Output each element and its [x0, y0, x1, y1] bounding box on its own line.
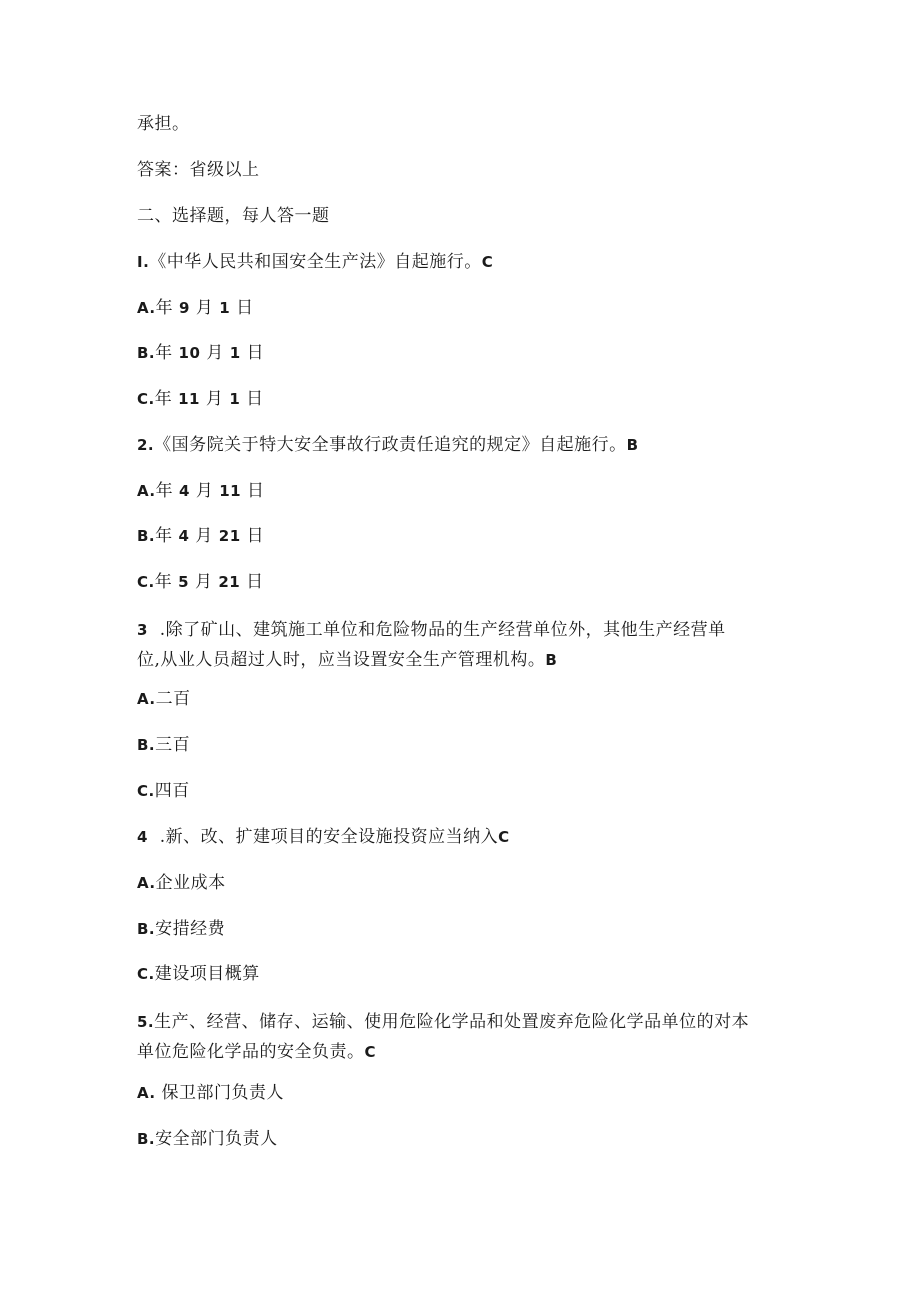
question-number: 3 — [137, 621, 148, 639]
option-text: 建设项目概算 — [154, 964, 260, 984]
question-answer: C — [364, 1043, 377, 1061]
option-text: 三百 — [155, 735, 191, 755]
question-text-line1: 生产、经营、储存、运输、使用危险化学品和处置废弃危险化学品单位的对本 — [154, 1012, 750, 1032]
option-b — [137, 1128, 797, 1150]
option-part: 日 — [246, 526, 265, 546]
question-answer: B — [545, 651, 558, 669]
answer-text: 省级以上 — [189, 160, 260, 180]
question-text: 《中华人民共和国安全生产法》自起施行。 — [149, 252, 482, 272]
option-a — [137, 872, 797, 894]
option-part: 年 — [154, 572, 173, 592]
question-3 — [137, 615, 787, 675]
option-part: 11 — [178, 390, 200, 408]
option-part: 年 — [155, 343, 173, 363]
question-text-line2: 单位危险化学品的安全负责。 — [137, 1042, 365, 1062]
option-letter: B. — [137, 920, 156, 938]
option-letter: C. — [137, 573, 155, 591]
option-a — [137, 480, 797, 502]
question-1 — [137, 251, 797, 273]
option-b — [137, 918, 797, 940]
question-number: 2. — [137, 436, 155, 454]
option-c — [137, 388, 797, 410]
question-answer: C — [481, 253, 494, 271]
option-part: 月 — [195, 526, 213, 546]
option-part: 日 — [236, 298, 254, 318]
option-letter: A. — [137, 1084, 156, 1102]
option-part: 月 — [194, 572, 213, 592]
option-a — [137, 688, 797, 710]
option-part: 年 — [155, 298, 174, 318]
option-b — [137, 342, 797, 364]
option-a — [137, 297, 797, 319]
option-part: 月 — [205, 389, 224, 409]
option-part: 日 — [246, 572, 264, 592]
option-part: 年 — [155, 526, 173, 546]
option-part: 月 — [195, 481, 214, 501]
option-part: 4 — [179, 482, 190, 500]
option-part: 日 — [246, 389, 264, 409]
answer-line — [137, 159, 797, 181]
option-part: 5 — [178, 573, 190, 591]
option-part: 日 — [246, 343, 265, 363]
question-4 — [137, 826, 797, 848]
option-letter: C. — [137, 390, 155, 408]
option-part: 9 — [179, 299, 190, 317]
question-2 — [137, 434, 797, 456]
option-letter: A. — [137, 299, 156, 317]
option-c — [137, 780, 797, 802]
option-a — [137, 1082, 797, 1104]
option-part: 11 — [219, 482, 242, 500]
option-c — [137, 963, 797, 985]
option-part: 1 — [219, 299, 231, 317]
question-number: 5. — [137, 1013, 155, 1031]
option-letter: A. — [137, 482, 156, 500]
option-part: 年 — [154, 389, 173, 409]
option-part: 21 — [218, 527, 241, 545]
option-text: 安措经费 — [155, 919, 226, 939]
question-text: .新、改、扩建项目的安全设施投资应当纳入 — [159, 827, 499, 847]
question-answer: C — [498, 828, 510, 846]
option-letter: C. — [137, 965, 155, 983]
option-part: 1 — [229, 390, 241, 408]
option-part: 月 — [206, 343, 224, 363]
option-part: 日 — [247, 481, 265, 501]
continuation-text: 承担。 — [137, 114, 190, 134]
option-b — [137, 734, 797, 756]
option-letter: B. — [137, 736, 156, 754]
option-text: 保卫部门负责人 — [155, 1083, 284, 1103]
option-part: 月 — [195, 298, 214, 318]
option-part: 10 — [178, 344, 201, 362]
option-text: 企业成本 — [155, 873, 226, 893]
option-text: 四百 — [154, 781, 190, 801]
option-letter: B. — [137, 527, 156, 545]
question-number: 4 — [137, 828, 148, 846]
question-number: I. — [137, 253, 150, 271]
answer-label: 答案： — [137, 160, 190, 180]
question-answer: B — [626, 436, 639, 454]
option-part: 21 — [218, 573, 241, 591]
option-letter: B. — [137, 1130, 156, 1148]
option-letter: A. — [137, 690, 156, 708]
question-text: 《国务院关于特大安全事故行政责任追究的规定》自起施行。 — [154, 435, 627, 455]
option-c — [137, 571, 797, 593]
option-letter: B. — [137, 344, 156, 362]
option-part: 1 — [229, 344, 241, 362]
question-text-line2: 位,从业人员超过人时，应当设置安全生产管理机构。 — [137, 650, 546, 670]
option-letter: C. — [137, 782, 155, 800]
option-part: 年 — [155, 481, 174, 501]
option-letter: A. — [137, 874, 156, 892]
question-5 — [137, 1007, 787, 1067]
question-text-line1: .除了矿山、建筑施工单位和危险物品的生产经营单位外，其他生产经营单 — [159, 620, 726, 640]
option-text: 二百 — [155, 689, 191, 709]
option-part: 4 — [178, 527, 190, 545]
option-text: 安全部门负责人 — [155, 1129, 278, 1149]
option-b — [137, 525, 797, 547]
section-title: 二、选择题，每人答一题 — [137, 206, 330, 226]
